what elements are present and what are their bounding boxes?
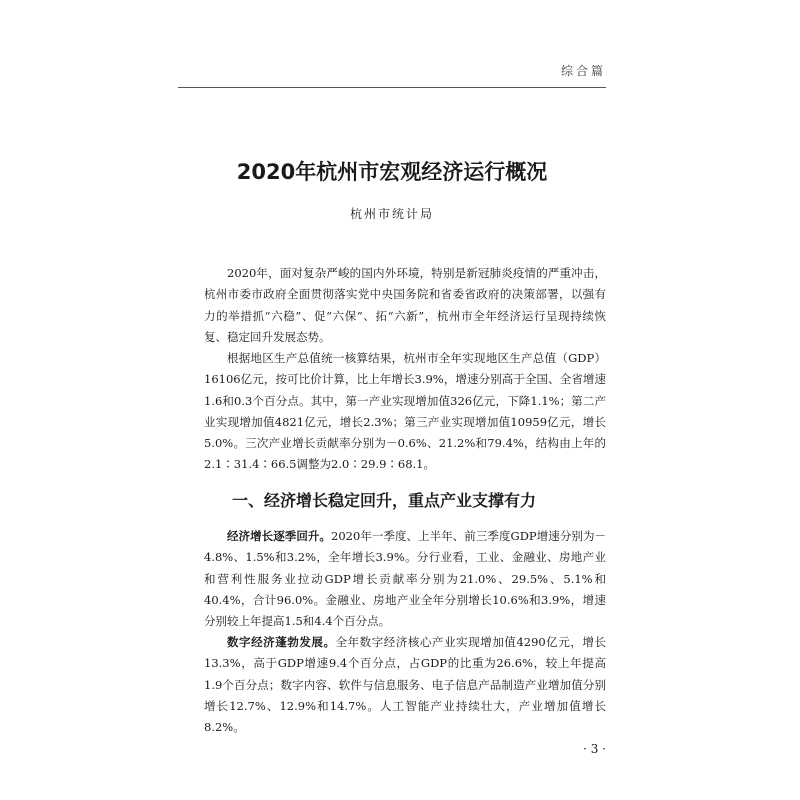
intro-paragraph-2: 根据地区生产总值统一核算结果，杭州市全年实现地区生产总值（GDP）16106亿元，按可比价计算，比上年增长3.9%，增速分别高于全国、全省增速1.6和0.3个百分点。其中，第一产业实现增加值326亿元，下降1.1%；第二产业实现增加值4821亿元，增长2.3%；第三产业实现增加值10959亿元，增长5.0%。三次产业增长贡献率分别为－0.6%、21.2%和79.4%，结构由上年的2.1∶31.4∶66.5调整为2.0∶29.9∶68.1。 <box>204 351 606 472</box>
running-header: 综合篇 <box>178 62 606 88</box>
intro-paragraph-1: 2020年，面对复杂严峻的国内外环境，特别是新冠肺炎疫情的严重冲击，杭州市委市政府全面贯彻落实党中央国务院和省委省政府的决策部署，以强有力的举措抓“六稳”、促“六保”、拓“六新”，杭州市全年经济运行呈现持续恢复、稳定回升发展态势。 <box>204 266 606 344</box>
section-paragraph-1 <box>204 526 606 632</box>
section-heading: 一、经济增长稳定回升，重点产业支撑有力 <box>232 491 537 510</box>
article-title: 2020年杭州市宏观经济运行概况 <box>236 160 548 184</box>
page-number: · 3 · <box>583 742 606 756</box>
section-paragraph-2 <box>204 632 606 738</box>
paragraph-lead: 数字经济蓬勃发展。 <box>227 635 336 649</box>
paragraph-lead: 经济增长逐季回升。 <box>227 529 331 543</box>
paragraph-body: 2020年一季度、上半年、前三季度GDP增速分别为－4.8%、1.5%和3.2%，全年增长3.9%。分行业看，工业、金融业、房地产业和营利性服务业拉动GDP增长贡献率分别为21.0%、29.5%、5.1%和40.4%，合计96.0%。金融业、房地产业全年分别增长10.6%和3.9%，增速分别较上年提高1.5和4.4个百分点。 <box>204 529 606 629</box>
article-author: 杭州市统计局 <box>349 207 434 221</box>
paragraph-body: 全年数字经济核心产业实现增加值4290亿元，增长13.3%，高于GDP增速9.4个百分点，占GDP的比重为26.6%，较上年提高1.9个百分点；数字内容、软件与信息服务、电子信息产品制造产业增加值分别增长12.7%、12.9%和14.7%。人工智能产业持续壮大，产业增加值增长8.2%。 <box>204 635 607 735</box>
